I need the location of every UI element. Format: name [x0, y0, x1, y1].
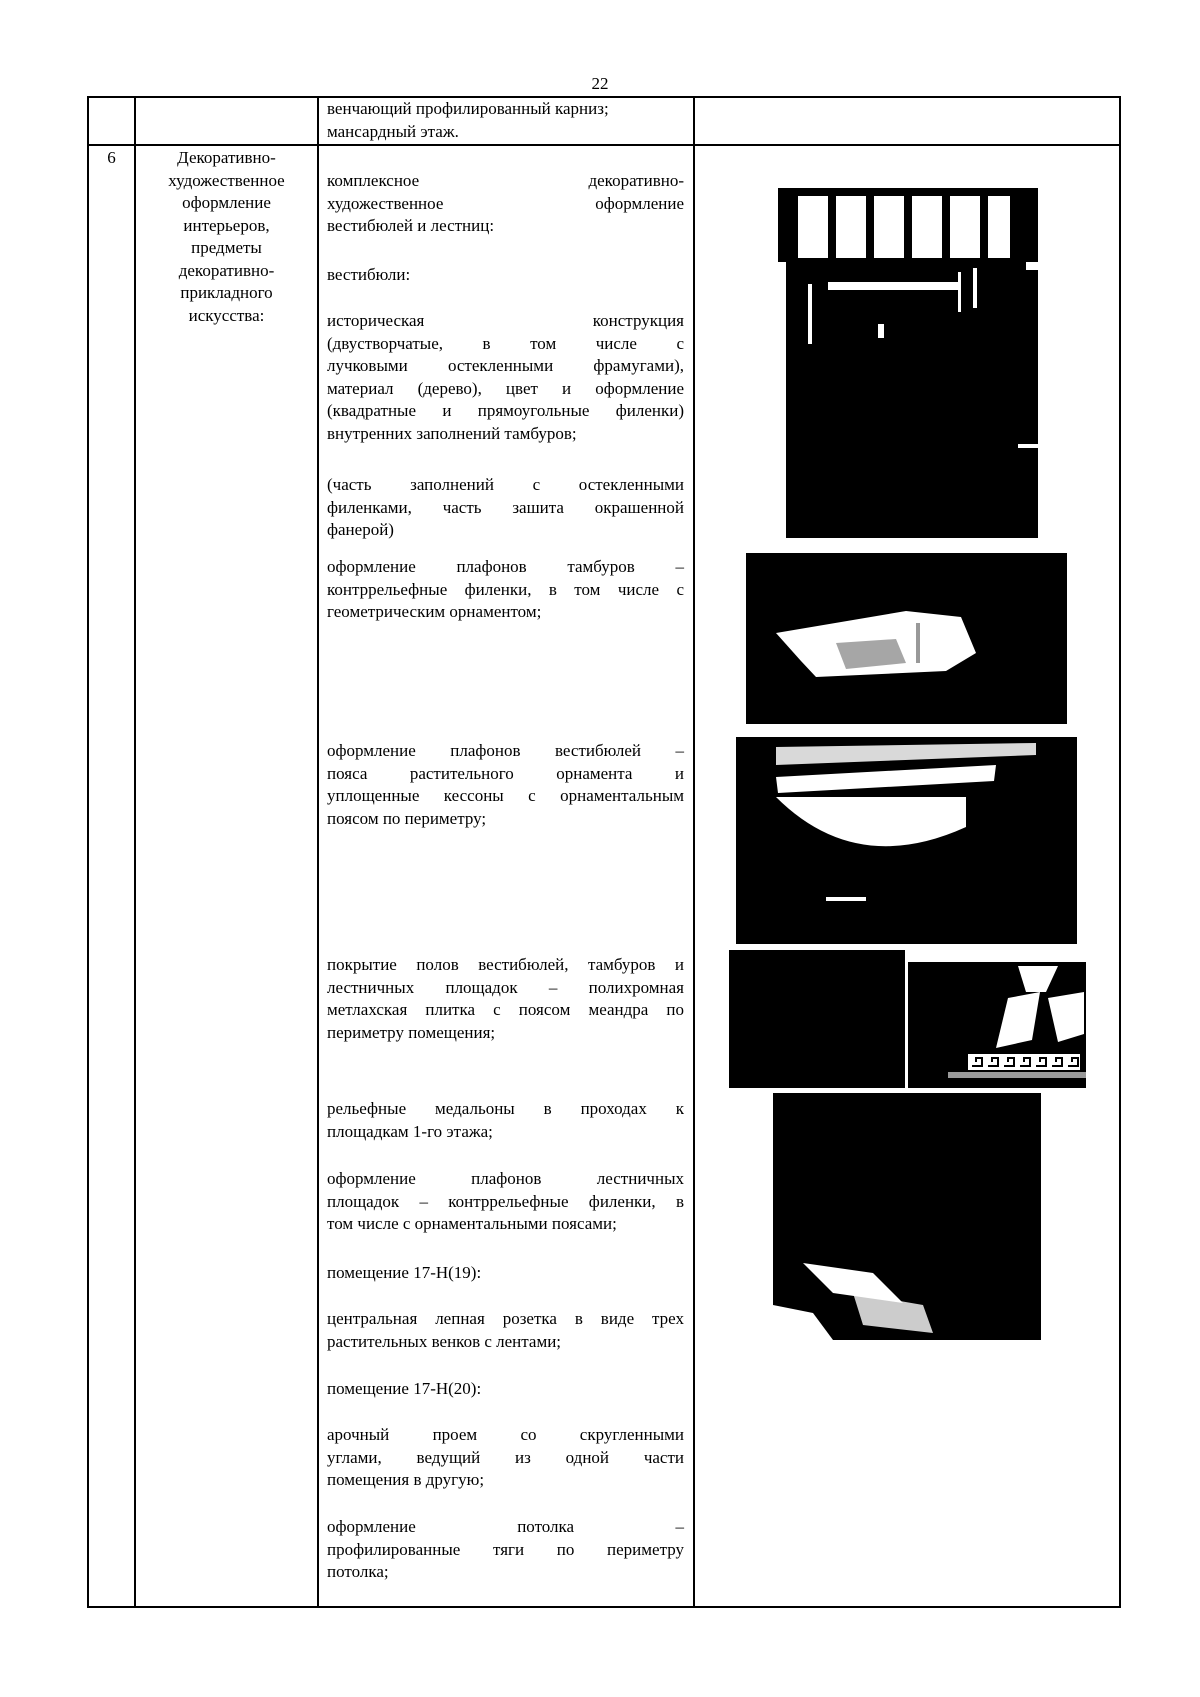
item-line: лестничных площадок – полихромная [327, 977, 684, 997]
photo-vestibule-ceiling [736, 737, 1077, 944]
page-number: 22 [591, 74, 609, 93]
photo-floor-dark [729, 950, 905, 1088]
item-line: вестибюлей и лестниц: [327, 216, 495, 235]
item-line: центральная лепная розетка в виде трех [327, 1309, 684, 1328]
category-line: Декоративно- [177, 148, 276, 167]
item-stair-ceilings [327, 1168, 684, 1236]
item-floor-covering [327, 954, 684, 1044]
item-room-19: помещение 17-Н(19): [327, 1263, 482, 1282]
item-line: филенками, часть зашита окрашенной [327, 497, 684, 517]
prev-row-line: венчающий профилированный карниз; [327, 99, 609, 118]
category-line: интерьеров, [183, 215, 270, 235]
item-line: периметру помещения; [327, 1022, 496, 1042]
item-line: покрытие полов вестибюлей, тамбуров и [327, 955, 684, 974]
item-vestibule-ceilings [327, 740, 684, 830]
photo-medallion [773, 1093, 1041, 1340]
category-line: прикладного [180, 283, 273, 302]
item-line: площадкам 1-го этажа; [327, 1121, 493, 1141]
item-tambour-ceilings [327, 556, 684, 624]
item-line: внутренних заполнений тамбуров; [327, 423, 577, 443]
item-line: рельефные медальоны в проходах к [327, 1099, 684, 1118]
item-line: комплексное декоративно- [327, 171, 684, 190]
item-line: оформление плафонов лестничных [327, 1169, 684, 1188]
item-line: потолка; [327, 1562, 389, 1581]
category-line: декоративно- [178, 260, 275, 280]
item-line: контррельефные филенки, в том числе с [327, 579, 684, 599]
item-rosette [327, 1308, 684, 1353]
item-line: фанерой) [327, 520, 394, 539]
item-line: том числе с орнаментальными поясами; [327, 1214, 617, 1233]
item-ceiling-moldings [327, 1516, 684, 1584]
item-arch [327, 1424, 684, 1492]
category-line: оформление [182, 193, 271, 212]
item-vestibules-heading: вестибюли: [327, 265, 411, 284]
item-line: материал (дерево), цвет и оформление [327, 378, 684, 398]
photo-tambour-ceiling [746, 553, 1067, 724]
item-line: метлахская плитка с поясом меандра по [327, 1000, 684, 1019]
category-line: художественное [168, 170, 285, 190]
prev-row-text [327, 98, 687, 143]
photo-vestibule-doors [778, 174, 1038, 538]
item-complex [327, 170, 684, 238]
category-line: предметы [191, 238, 262, 257]
photo-floor-meander [908, 962, 1086, 1088]
item-partial-fillings [327, 474, 684, 542]
item-line: растительных венков с лентами; [327, 1331, 562, 1351]
item-line: площадок – контррельефные филенки, в [327, 1191, 684, 1211]
item-line: профилированные тяги по периметру [327, 1539, 684, 1559]
item-line: геометрическим орнаментом; [327, 602, 542, 621]
item-room-20: помещение 17-Н(20): [327, 1379, 482, 1398]
item-line: лучковыми остекленными фрамугами), [327, 356, 684, 375]
item-medallions [327, 1098, 684, 1143]
item-line: (двустворчатые, в том числе с [327, 333, 684, 353]
item-line: оформление плафонов вестибюлей – [327, 741, 684, 760]
item-line: художественное оформление [327, 193, 684, 213]
category-line: искусства: [188, 305, 265, 325]
item-historical-construction [327, 310, 684, 445]
row-number: 6 [107, 148, 116, 167]
item-line: историческая конструкция [327, 311, 684, 330]
item-line: оформление потолка – [327, 1517, 684, 1536]
item-line: оформление плафонов тамбуров – [327, 557, 684, 576]
item-line: (квадратные и прямоугольные филенки) [327, 401, 684, 420]
item-line: арочный проем со скругленными [327, 1425, 684, 1444]
item-line: пояса растительного орнамента и [327, 763, 684, 783]
item-line: уплощенные кессоны с орнаментальным [327, 786, 684, 805]
item-line: помещения в другую; [327, 1470, 485, 1489]
row-category [136, 147, 317, 327]
prev-row-line: мансардный этаж. [327, 121, 459, 141]
item-line: (часть заполнений с остекленными [327, 475, 684, 494]
item-line: углами, ведущий из одной части [327, 1447, 684, 1467]
item-line: поясом по периметру; [327, 808, 487, 828]
